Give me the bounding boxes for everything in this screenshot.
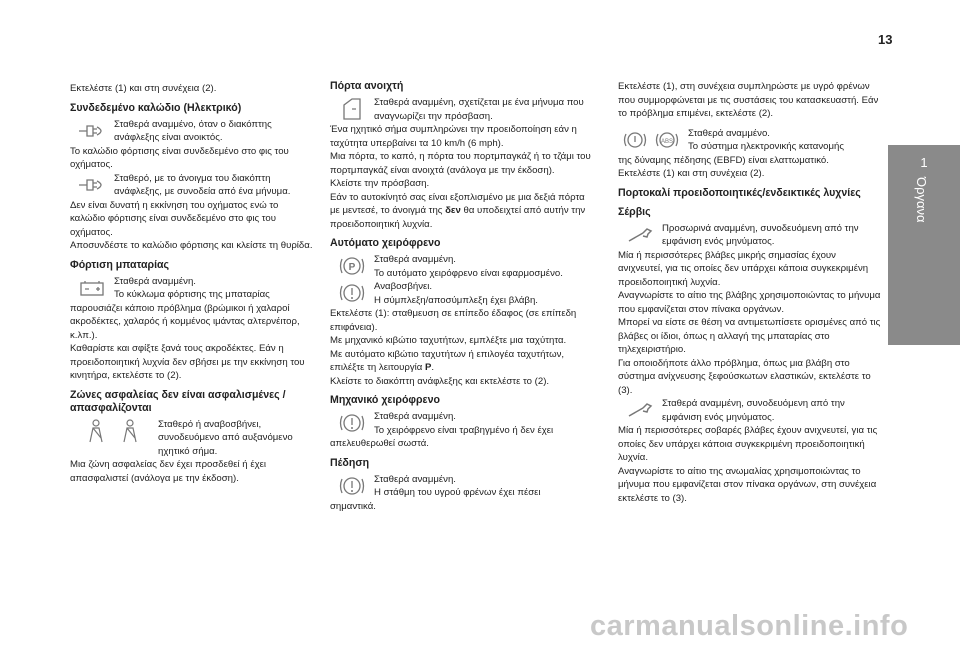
brake-warning-icon — [330, 473, 374, 499]
parking-brake-fault-icon — [330, 280, 374, 306]
charging-cable-icon — [70, 172, 114, 198]
heading-service: Σέρβις — [618, 205, 651, 218]
paragraph: Με μηχανικό κιβώτιο ταχυτήτων, εμπλέξτε μια ταχύτητα. — [330, 335, 567, 346]
door-open-icon — [330, 96, 374, 122]
heading-braking: Πέδηση — [330, 456, 370, 469]
indicator-row — [330, 96, 595, 123]
indicator-text: Σταθερά αναμμένη. Το αυτόματο χειρόφρενο είναι εφαρμοσμένο. — [374, 254, 563, 279]
indicator-row — [70, 172, 315, 199]
paragraph: σημαντικά. — [330, 500, 376, 512]
paragraph: Εάν το αυτοκίνητό σας είναι εξοπλισμένο με μια δεξιά πόρτα με μεντεσέ, το άνοιγμά της δεν θα υποδειχτεί από αυτήν την προειδοποιητική λυχνία. — [330, 191, 586, 230]
heading-battery-charge: Φόρτιση μπαταρίας — [70, 258, 170, 271]
chapter-title: Όργανα — [914, 177, 929, 223]
indicator-text: Σταθερά αναμμένη, συνοδευόμενη από την εμφάνιση ενός μηνύματος. — [662, 398, 845, 423]
indicator-text: Αναβοσβήνει. Η σύμπλεξη/αποσύμπλεξη έχει βλάβη. — [374, 281, 538, 306]
paragraph: Μία ή περισσότερες σοβαρές βλάβες έχουν ανιχνευτεί, για τις οποίες δεν υπάρχει κάποια συγκεκριμένη προειδοποιητική λυχνία. — [618, 425, 878, 463]
indicator-text: Σταθερά αναμμένη, σχετίζεται με ένα μήνυμα που αναγνωρίζει την πρόσβαση. — [374, 97, 584, 122]
indicator-row — [330, 473, 595, 500]
paragraph: Το καλώδιο φόρτισης είναι συνδεδεμένο στο φις του οχήματος. — [70, 145, 289, 170]
indicator-text: Σταθερό ή αναβοσβήνει, συνοδευόμενο από αυξανόμενο ηχητικό σήμα. — [158, 418, 293, 457]
paragraph: της δύναμης πέδησης (EBFD) είναι ελαττωματικό. — [618, 154, 829, 166]
heading-manual-parking-brake: Μηχανικό χειρόφρενο — [330, 394, 440, 406]
heading-automatic-parking-brake: Αυτόματο χειρόφρενο — [330, 237, 441, 249]
paragraph: Δεν είναι δυνατή η εκκίνηση του οχήματος ενώ το καλώδιο φόρτισης είναι συνδεδεμένο στο φις του οχήματος. — [70, 199, 279, 238]
chapter-number: 1 — [920, 155, 928, 170]
watermark: carmanualsonline.info — [590, 610, 909, 642]
paragraph: Μπορεί να είστε σε θέση να αντιμετωπίσετε ορισμένες από τις βλάβες οι ίδιοι, όπως η αλλαγή της μπαταρίας στο τηλεχειριστήριο. — [618, 317, 881, 355]
paragraph: Εκτελέστε (1): σταθμευση σε επίπεδο έδαφος (σε επίπεδη επιφάνεια). — [330, 308, 577, 333]
svg-text:ABS: ABS — [660, 138, 674, 145]
indicator-text: Σταθερά αναμμένη. Το κύκλωμα φόρτισης της μπαταρίας — [114, 275, 270, 300]
indicator-row — [70, 418, 315, 459]
indicator-text: Σταθερά αναμμένο, όταν ο διακόπτης ανάφλεξης είναι ανοικτός. — [114, 118, 272, 143]
paragraph: παρουσιάζει κάποιο πρόβλημα (βρώμικοι ή χαλαροί ακροδέκτες, χαλαρός ή κομμένος ιμάντας αλτερνέιτορ, κ.λπ.). — [70, 302, 300, 341]
paragraph: Καθαρίστε και σφίξτε ξανά τους ακροδέκτες. Εάν η προειδοποιητική λυχνία δεν σβήσει με την εκκίνηση του κινητήρα, εκτελέστε το (2). — [70, 343, 305, 381]
paragraph: Μια πόρτα, το καπό, η πόρτα του πορτμπαγκάζ ή το τζάμι του πορτμπαγκάζ είναι ανοιχτά (ανάλογα με την έκδοση). — [330, 151, 591, 176]
brake-abs-icons — [618, 127, 688, 153]
indicator-row — [70, 275, 315, 302]
paragraph: Εκτελέστε (1) και στη συνέχεια (2). — [618, 168, 765, 179]
heading-charging-cable: Συνδεδεμένο καλώδιο (Ηλεκτρικό) — [70, 101, 242, 114]
paragraph: Ένα ηχητικό σήμα συμπληρώνει την προειδοποίηση εάν η ταχύτητα υπερβαίνει τα 10 km/h (6 mph). — [330, 124, 577, 149]
column-1 — [70, 82, 315, 485]
page-number: 13 — [878, 32, 893, 47]
paragraph: Κλείστε την πρόσβαση. — [330, 178, 430, 189]
battery-icon — [70, 275, 114, 301]
paragraph: Εκτελέστε (1) και στη συνέχεια (2). — [70, 83, 217, 94]
paragraph: Μία ή περισσότερες βλάβες μικρής σημασίας έχουν ανιχνευτεί, για τις οποίες δεν υπάρχει κάποια συγκεκριμένη προειδοποιητική λυχνία. — [618, 249, 869, 288]
heading-door-open: Πόρτα ανοιχτή — [330, 80, 404, 92]
svg-text:P: P — [348, 262, 356, 273]
indicator-text: Σταθερά αναμμένη. Η στάθμη του υγρού φρένων έχει πέσει — [374, 473, 541, 498]
paragraph: Αποσυνδέστε το καλώδιο φόρτισης και κλείστε τη θυρίδα. — [70, 240, 313, 251]
paragraph: Για οποιοδήποτε άλλο πρόβλημα, όπως μια βλάβη στο σύστημα ανίχνευσης ξεφούσκωτων ελαστικών, εκτελέστε το (3). — [618, 357, 871, 396]
indicator-row — [70, 118, 315, 145]
charging-cable-icon — [70, 118, 114, 144]
indicator-row — [330, 253, 595, 280]
indicator-row — [618, 222, 883, 249]
paragraph: Εκτελέστε (1), στη συνέχεια συμπληρώστε με υγρό φρένων που συμμορφώνεται με τις συστάσεις του κατασκευαστή. Εάν το πρόβλημα επιμένει, εκτελέστε (2). — [618, 81, 879, 119]
paragraph: Αναγνωρίστε το αίτιο της ανωμαλίας χρησιμοποιώντας το μήνυμα που εμφανίζεται στον πίνακα οργάνων, στη συνέχεια εκτελέστε το (3). — [618, 465, 877, 504]
brake-warning-icon — [330, 410, 374, 436]
heading-seat-belts: Ζώνες ασφαλείας δεν είναι ασφαλισμένες / απασφαλίζονται — [70, 388, 286, 414]
parking-brake-p-icon — [330, 253, 374, 279]
paragraph: Με αυτόματο κιβώτιο ταχυτήτων ή επιλογέα ταχυτήτων, επιλέξτε τη λειτουργία P. — [330, 348, 565, 373]
indicator-text: Σταθερά αναμμένη. Το χειρόφρενο είναι τραβηγμένο ή δεν έχει — [374, 411, 554, 436]
indicator-text: Σταθερά αναμμένο. Το σύστημα ηλεκτρονικής κατανομής — [688, 127, 844, 152]
service-wrench-icon — [618, 397, 662, 423]
column-3 — [618, 80, 883, 505]
paragraph: Μια ζώνη ασφαλείας δεν έχει προσδεθεί ή έχει απασφαλιστεί (ανάλογα με την έκδοση). — [70, 459, 267, 484]
indicator-row — [618, 127, 883, 154]
service-wrench-icon — [618, 222, 662, 248]
column-2 — [330, 80, 595, 513]
indicator-row — [330, 410, 595, 437]
chapter-tab[interactable] — [888, 145, 960, 345]
heading-orange-warning-lamps: Πορτοκαλί προειδοποιητικές/ενδεικτικές λυχνίες — [618, 186, 861, 199]
paragraph: Αναγνωρίστε το αίτιο της βλάβης χρησιμοποιώντας το μήνυμα που εμφανίζεται στον πίνακα οργάνων. — [618, 290, 881, 315]
paragraph: Κλείστε το διακόπτη ανάφλεξης και εκτελέστε το (2). — [330, 375, 550, 387]
paragraph: απελευθερωθεί σωστά. — [330, 438, 429, 449]
indicator-row — [618, 397, 883, 424]
indicator-row — [330, 280, 595, 307]
seatbelt-icon — [70, 418, 158, 444]
indicator-text: Προσωρινά αναμμένη, συνοδευόμενη από την εμφάνιση ενός μηνύματος. — [662, 222, 859, 247]
indicator-text: Σταθερό, με το άνοιγμα του διακόπτη ανάφλεξης, με συνοδεία από ένα μήνυμα. — [114, 172, 291, 197]
